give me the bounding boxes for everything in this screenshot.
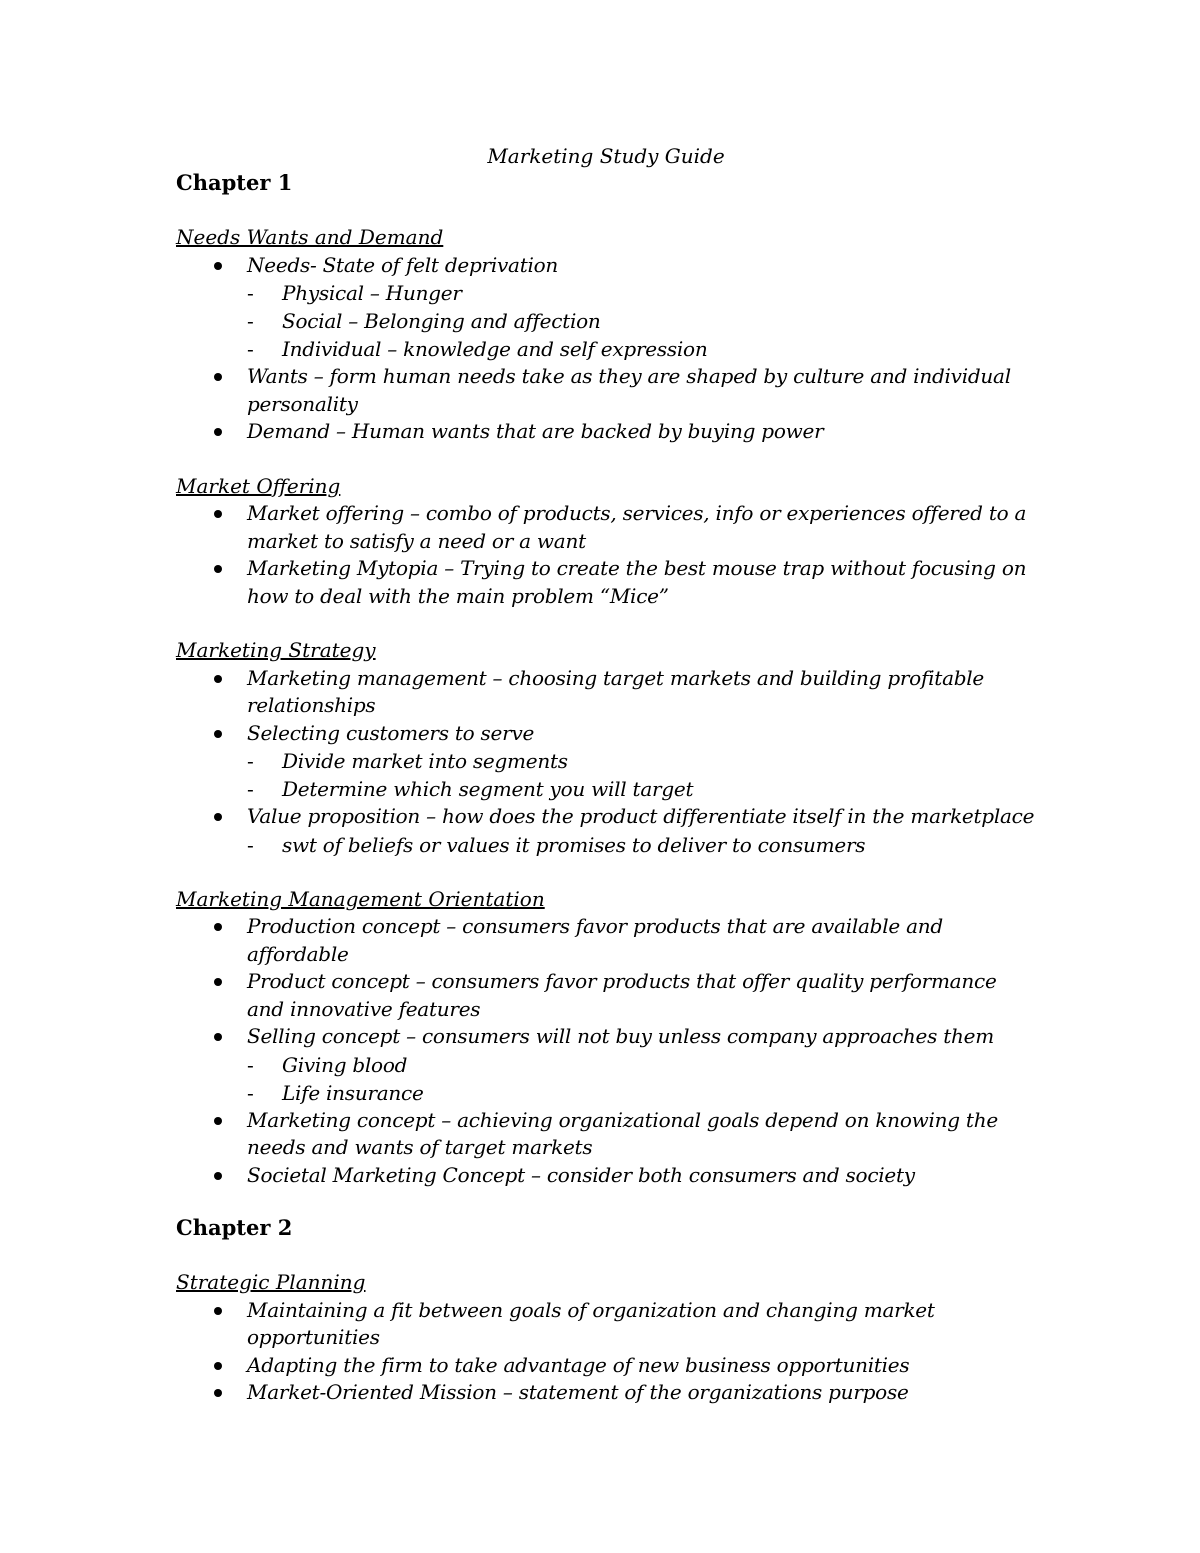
bullet-dot-icon: [214, 923, 222, 931]
sub-item: [247, 335, 1036, 363]
sub-item-text: Social – Belonging and affection: [282, 309, 601, 333]
sub-item: [247, 831, 1036, 859]
bullet-text: Market offering – combo of products, services, info or experiences offered to a market to satisfy a need or a want: [247, 501, 1027, 553]
dash-icon: -: [247, 281, 254, 305]
bullet-dot-icon: [214, 373, 222, 381]
dash-icon: -: [247, 1052, 254, 1077]
sub-list: [247, 1051, 1036, 1107]
sub-item-text: Individual – knowledge and self expression: [282, 337, 708, 361]
bullet-text: Marketing Mytopia – Trying to create the best mouse trap without focusing on how to deal with the main problem “Mice”: [247, 556, 1027, 608]
document-content: [176, 142, 1036, 1407]
sub-item: [247, 1051, 1036, 1079]
dash-icon: -: [247, 337, 254, 361]
bullet-item: [176, 913, 1036, 968]
section-title: Strategic Planning: [176, 1270, 366, 1294]
sub-item: [247, 775, 1036, 803]
bullet-text: Market-Oriented Mission – statement of the organizations purpose: [247, 1380, 909, 1404]
bullet-text: Marketing management – choosing target markets and building profitable relationships: [247, 665, 985, 717]
sub-item-text: Divide market into segments: [282, 749, 568, 773]
dash-icon: -: [247, 309, 254, 333]
bullet-item: [176, 555, 1036, 610]
section-title: Marketing Management Orientation: [176, 886, 545, 911]
chapters-container: [176, 168, 1036, 1407]
bullet-dot-icon: [214, 262, 222, 270]
section-title: Needs Wants and Demand: [176, 225, 444, 249]
sub-item-text: Giving blood: [282, 1052, 408, 1077]
bullet-item: [176, 252, 1036, 364]
bullet-list: [176, 913, 1036, 1189]
bullet-list: [176, 500, 1036, 610]
section-title: Marketing Strategy: [176, 638, 376, 662]
sub-item: [247, 747, 1036, 775]
chapter-heading: Chapter 2: [176, 1215, 293, 1240]
bullet-text: Adapting the firm to take advantage of new business opportunities: [247, 1352, 910, 1377]
bullet-item: [176, 500, 1036, 555]
bullet-dot-icon: [214, 565, 222, 573]
sub-item: [247, 307, 1036, 335]
bullet-list: [176, 252, 1036, 446]
bullet-item: [176, 1352, 1036, 1380]
dash-icon: -: [247, 749, 254, 773]
bullet-text: Selecting customers to serve: [247, 720, 535, 745]
dash-icon: -: [247, 832, 254, 857]
bullet-dot-icon: [214, 1362, 222, 1370]
bullet-item: [176, 968, 1036, 1023]
document-title: Marketing Study Guide: [487, 144, 725, 168]
bullet-text: Maintaining a fit between goals of organization and changing market opportunities: [247, 1297, 935, 1349]
bullet-item: [176, 1023, 1036, 1107]
bullet-dot-icon: [214, 1172, 222, 1180]
bullet-dot-icon: [214, 1033, 222, 1041]
bullet-dot-icon: [214, 978, 222, 986]
bullet-text: Demand – Human wants that are backed by buying power: [247, 419, 824, 443]
bullet-dot-icon: [214, 1389, 222, 1397]
chapter-heading: Chapter 1: [176, 170, 293, 195]
bullet-item: [176, 1162, 1036, 1190]
bullet-text: Product concept – consumers favor products that offer quality performance and innovative features: [247, 969, 997, 1021]
bullet-dot-icon: [214, 675, 222, 683]
bullet-text: Marketing concept – achieving organizational goals depend on knowing the needs and wants of target markets: [247, 1107, 998, 1159]
bullet-dot-icon: [214, 730, 222, 738]
bullet-item: [176, 1107, 1036, 1162]
sub-item-text: Physical – Hunger: [282, 281, 462, 305]
bullet-text: Production concept – consumers favor products that are available and affordable: [247, 914, 943, 966]
bullet-text: Value proposition – how does the product differentiate itself in the marketplace: [247, 804, 1035, 828]
sub-list: [247, 279, 1036, 363]
dash-icon: -: [247, 1080, 254, 1105]
sub-item-text: Determine which segment you will target: [282, 777, 694, 801]
bullet-text: Needs- State of felt deprivation: [247, 252, 559, 277]
bullet-item: [176, 803, 1036, 859]
sub-list: [247, 831, 1036, 859]
bullet-dot-icon: [214, 1307, 222, 1315]
bullet-item: [176, 1297, 1036, 1352]
bullet-item: [176, 363, 1036, 418]
bullet-item: [176, 720, 1036, 804]
bullet-text: Selling concept – consumers will not buy unless company approaches them: [247, 1024, 994, 1048]
sub-item: [247, 279, 1036, 307]
bullet-dot-icon: [214, 1117, 222, 1125]
bullet-item: [176, 665, 1036, 720]
sub-item: [247, 1079, 1036, 1107]
bullet-list: [176, 665, 1036, 859]
bullet-text: Wants – form human needs take as they are shaped by culture and individual personality: [247, 364, 1011, 416]
dash-icon: -: [247, 777, 254, 801]
sub-list: [247, 747, 1036, 803]
bullet-item: [176, 1379, 1036, 1407]
bullet-list: [176, 1297, 1036, 1407]
section-title: Market Offering: [176, 473, 341, 498]
bullet-text: Societal Marketing Concept – consider both consumers and society: [247, 1162, 915, 1187]
bullet-dot-icon: [214, 510, 222, 518]
sub-item-text: swt of beliefs or values it promises to deliver to consumers: [282, 832, 866, 857]
sub-item-text: Life insurance: [282, 1080, 424, 1105]
bullet-dot-icon: [214, 813, 222, 821]
bullet-dot-icon: [214, 428, 222, 436]
bullet-item: [176, 418, 1036, 446]
